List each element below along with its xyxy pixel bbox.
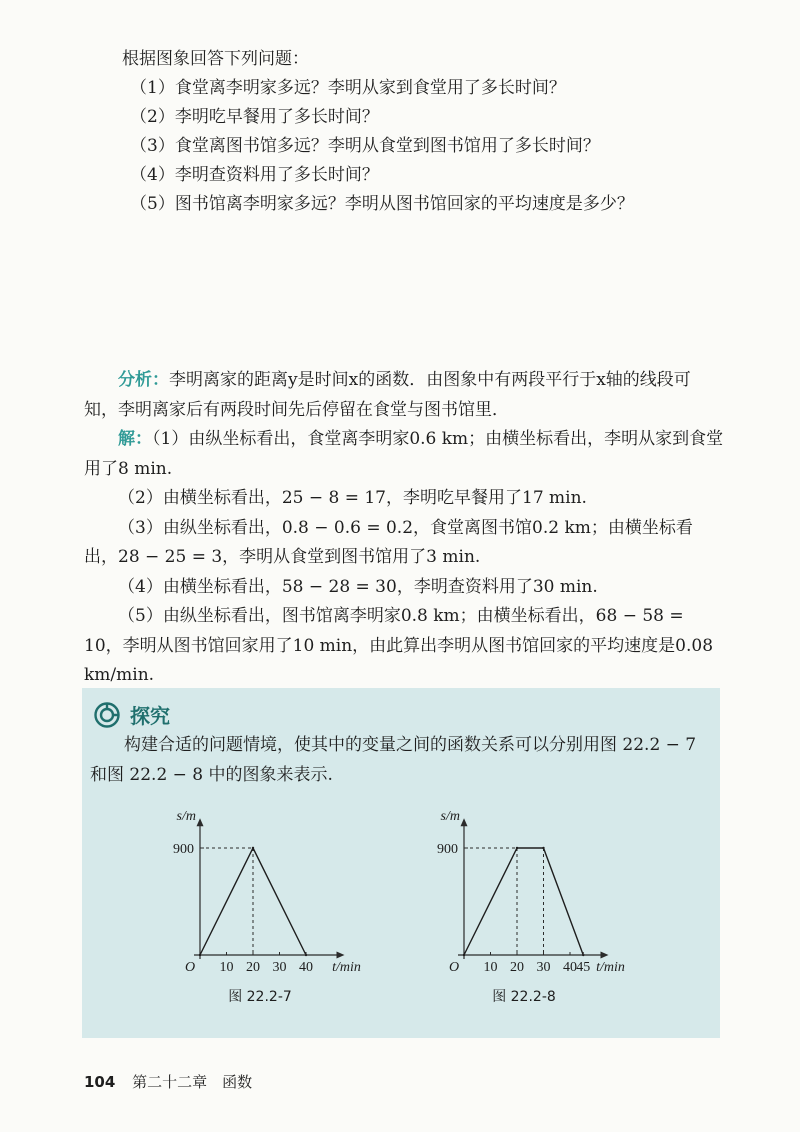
explore-icon: [94, 702, 120, 728]
origin-label: O: [184, 960, 196, 975]
graph-22-2-7: [170, 790, 390, 1019]
y-axis-arrow: [197, 818, 204, 826]
graph-22-2-7-svg: [170, 790, 390, 1015]
series-line: [464, 848, 583, 955]
explore-box: [82, 688, 720, 1038]
solution-part-2: （2）由横坐标看出，25 − 8 = 17，李明吃早餐用了17 min.: [118, 488, 587, 508]
y-axis-label: s/m: [176, 809, 196, 825]
analysis-text: 李明离家的距离y是时间x的函数．由图象中有两段平行于x轴的线段可知，李明离家后有两段时间先后停留在食堂与图书馆里．: [84, 370, 691, 420]
question-item: （2）李明吃早餐用了多长时间？: [130, 107, 379, 127]
x-axis-arrow: [601, 952, 609, 959]
figure-caption: 图 22.2-8: [492, 989, 556, 1005]
question-list: [122, 45, 634, 219]
y-tick-label: 900: [173, 841, 194, 857]
x-tick-label: 40: [299, 960, 313, 975]
graph-22-2-8: [434, 790, 654, 1019]
graph-22-2-8-svg: [434, 790, 654, 1015]
solution-text-1: （1）由纵坐标看出，食堂离李明家0.6 km；由横坐标看出，李明从家到食堂用了8 min.: [84, 429, 724, 479]
origin-label: O: [448, 960, 460, 975]
question-item: （5）图书馆离李明家多远？李明从图书馆回家的平均速度是多少？: [130, 194, 634, 214]
y-axis-arrow: [461, 818, 468, 826]
x-tick-label: 20: [246, 960, 260, 975]
question-item: （4）李明查资料用了多长时间？: [130, 165, 379, 185]
answer-section: [84, 366, 724, 691]
data-point: [199, 954, 201, 956]
x-axis-arrow: [337, 952, 345, 959]
solution-part-5: （5）由纵坐标看出，图书馆离李明家0.8 km；由横坐标看出，68 − 58 = 10，李明从图书馆回家用了10 min，由此算出李明从图书馆回家的平均速度是0.08 km/min.: [84, 606, 714, 685]
data-point: [516, 847, 518, 849]
explore-header: [94, 700, 170, 729]
x-tick-label: 40: [563, 960, 577, 975]
data-point: [252, 847, 254, 849]
solution-label: 解：: [118, 429, 152, 449]
solution-part-4: （4）由横坐标看出，58 − 28 = 30，李明查资料用了30 min.: [118, 576, 598, 597]
data-point: [463, 954, 465, 956]
x-tick-label: 10: [483, 960, 498, 975]
explore-title: 探究: [130, 704, 170, 728]
figure-caption: 图 22.2-7: [228, 989, 292, 1005]
x-tick-label: 10: [219, 960, 234, 975]
data-point: [542, 847, 544, 849]
x-tick-label: 20: [510, 960, 524, 975]
solution-part-3: （3）由纵坐标看出，0.8 − 0.6 = 0.2，食堂离图书馆0.2 km；由横坐标看出，28 − 25 = 3，李明从食堂到图书馆用了3 min.: [84, 517, 693, 567]
question-item: （1）食堂离李明家多远？李明从家到食堂用了多长时间？: [130, 78, 566, 98]
chapter-title: 第二十二章 函数: [132, 1073, 253, 1091]
analysis-paragraph: [84, 366, 724, 425]
x-tick-label: 45: [576, 960, 591, 975]
y-tick-label: 900: [437, 841, 458, 857]
solution-part-1: [84, 425, 724, 484]
explore-text-body: 构建合适的问题情境，使其中的变量之间的函数关系可以分别用图 22.2 − 7 和图 22.2 − 8 中的图象来表示.: [90, 735, 697, 785]
x-axis-label: t/min: [332, 960, 361, 975]
question-title: 根据图象回答下列问题：: [122, 49, 309, 69]
page-number: 104: [84, 1073, 116, 1091]
question-item: （3）食堂离图书馆多远？李明从食堂到图书馆用了多长时间？: [130, 136, 600, 156]
x-axis-label: t/min: [596, 960, 625, 975]
page-footer: [84, 1071, 252, 1092]
x-tick-label: 30: [536, 960, 551, 975]
x-tick-label: 30: [272, 960, 287, 975]
analysis-label: 分析：: [118, 370, 169, 390]
y-axis-label: s/m: [440, 809, 460, 825]
explore-text: [90, 730, 714, 790]
